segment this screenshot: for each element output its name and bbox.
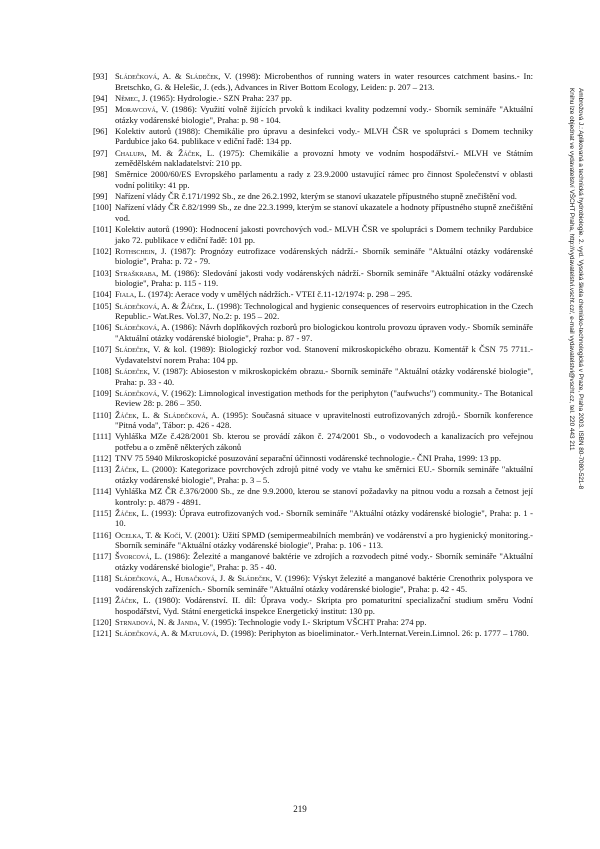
reference-entry [93,464,533,485]
reference-number: [109] [93,387,112,398]
reference-number: [117] [93,551,112,562]
reference-authors: Moravcová, [115,103,159,114]
reference-entry [93,148,533,169]
publication-sidebar [562,88,584,588]
reference-text [115,224,533,245]
reference-text [115,530,533,551]
reference-number: [101] [93,224,112,235]
reference-details: Vyhláška MZ ČR č.376/2000 Sb., ze dne 9.9.2000, kterou se stanoví požadavky na pitnou vodu a rozsah a četnost její kontroly: p. 4879 - 4891. [115,486,533,507]
reference-entry [93,530,533,551]
reference-entry [93,573,533,594]
reference-details: D. (1998): Periphyton as bioeliminator.- Verh.Internat.Verein.Limnol. 26: p. 1777 – 1780. [218,627,529,638]
reference-entry [93,224,533,245]
reference-text [115,486,533,507]
reference-details: L. (1975): Chemikálie a provozní hmoty ve vodním hospodářství.- MLVH ve Státním zemědělském nakladatelství: 210 pp. [115,147,533,169]
reference-text [115,104,533,125]
reference-text [115,595,533,616]
reference-entry [93,453,533,464]
reference-authors: Sládeček, [115,365,150,376]
reference-entry [93,104,533,125]
reference-entry [93,93,533,104]
reference-number: [106] [93,322,112,333]
reference-number: [102] [93,245,112,256]
reference-details: A. (1986): Návrh doplňkových rozborů pro biologickou kontrolu provozu úpraven vody.- Sborník semináře "Aktuální otázky vodárenské biologie", Praha: p. 87 - 97. [115,322,533,343]
reference-text [115,289,533,300]
reference-entry [93,486,533,507]
reference-number: [104] [93,289,112,300]
reference-details: V. (2001): Užití SPMD (semipermeabilních membrán) ve vodárenství a pro hygienický monitoring.- Sborník semináře "Aktuální otázky vodárenské biologie", Praha: p. 106 - 113. [115,529,534,551]
reference-details: Nařízení vlády ČR č.82/1999 Sb., ze dne 22.3.1999, kterým se stanoví ukazatele a hodnoty přípustného stupně znečištění vod. [115,202,533,223]
reference-entry [93,410,533,431]
reference-entry [93,202,533,223]
reference-entry [93,246,533,267]
reference-number: [118] [93,573,112,584]
reference-entry [93,71,533,92]
reference-authors: Ocelka, T. & Kočí, [115,529,183,540]
reference-text [115,191,533,202]
reference-number: [108] [93,365,112,376]
reference-details: V. (1986): Využití volně žijících prvoků k indikaci kvality podzemní vody.- Sborník semináře "Aktuální otázky vodárenské biologie", Praha: p. 98 - 104. [115,103,533,125]
reference-entry [93,595,533,616]
reference-number: [115] [93,507,112,518]
reference-number: [98] [93,169,108,180]
reference-authors: Rothschein, [115,245,157,256]
reference-details: V. (1998): Microbenthos of running waters in water resources catchment basins.- In: Bretschko, G. & Helešic, J. (eds.), Advances in River Bottom Ecology, Leiden: p. 207 – 213. [115,71,534,92]
reference-text [115,169,533,190]
reference-entry [93,366,533,387]
reference-authors: Sládečková, A. & Matulová, [115,627,219,638]
reference-entry [93,508,533,529]
reference-number: [112] [93,453,112,464]
reference-text [115,453,533,464]
reference-authors: Strnadová, N. & Janda, [115,616,200,627]
reference-text [115,366,533,387]
reference-text [115,148,533,169]
reference-details: L. (1993): Úprava eutrofizovaných vod.- Sborník semináře "Aktuální otázky vodárenské biologie", Praha: p. 1 - 10. [115,507,533,529]
reference-details: Nařízení vlády ČR č.171/1992 Sb., ze dne 26.2.1992, kterým se stanoví ukazatele přípustného stupně znečištění vod. [115,191,517,202]
reference-entry [93,388,533,409]
reference-entry [93,628,533,639]
reference-details: Vyhláška MZe č.428/2001 Sb. kterou se provádí zákon č. 274/2001 Sb., o vodovodech a kanalizacích pro veřejnou potřebu a o změně některých zákonů [115,431,533,452]
reference-details: TNV 75 5940 Mikroskopické posuzování separační účinnosti vodárenské technologie.- ČNI Praha, 1999: 13 pp. [115,453,502,464]
reference-text [115,508,533,529]
reference-text [115,617,533,628]
reference-authors: Žáček, [115,594,139,605]
reference-entry [93,344,533,365]
reference-authors: Chalupa, M. & Žáček, [115,147,202,158]
reference-text [115,126,533,147]
reference-details: M. (1986): Sledování jakosti vody vodárenských nádrží.- Sborník semináře "Aktuální otázky vodárenské biologie", Praha: p. 115 - 119. [115,267,533,289]
reference-authors: Žáček, [115,507,139,518]
reference-number: [96] [93,125,108,136]
reference-authors: Švorcová, [115,551,152,562]
reference-details: V. (1962): Limnological investigation methods for the periphyton ("aufwuchs") community.- The Botanical Review 28: p. 286 – 350. [115,387,533,409]
reference-text [115,628,533,639]
reference-details: L. (1998): Technological and hygienic consequences of reservoirs eutrophication in the Czech Republic.- Wat.Res. Vol.37, No.2: p. 195 – 202. [115,300,533,322]
reference-text [115,431,533,452]
reference-entry [93,289,533,300]
reference-text [115,464,533,485]
page-number: 219 [293,804,307,814]
reference-details: Kolektiv autorů (1988): Chemikálie pro úpravu a desinfekci vody.- MLVH ČSR ve spolupráci s Domem techniky Pardubice jako 64. publikace v ediční řadě: 134 pp. [115,125,533,147]
reference-authors: Němec, [115,92,141,103]
reference-number: [121] [93,627,112,638]
reference-number: [120] [93,616,112,627]
reference-number: [93] [93,71,108,81]
reference-authors: Sládečková, A. & Sládeček, [115,71,221,81]
reference-text [115,344,533,365]
reference-details: Kolektiv autorů (1990): Hodnocení jakosti povrchových vod.- MLVH ČSR ve spolupráci s Domem techniky Pardubice jako 72. publikace v ediční řadě: 101 pp. [115,224,533,245]
reference-number: [111] [93,431,111,442]
reference-entry [93,617,533,628]
reference-authors: Sládečková, [115,387,160,398]
reference-entry [93,322,533,343]
reference-authors: Fiala, [115,289,137,300]
reference-text [115,71,533,92]
reference-text [115,573,533,594]
reference-authors: Sládečková, [115,322,160,333]
reference-authors: Sládečková, A. & Žáček, [115,300,205,311]
reference-number: [97] [93,147,108,158]
reference-number: [114] [93,486,112,497]
reference-details: L. (1974): Aerace vody v umělých nádržích.- VTEI č.11-12/1974: p. 298 – 295. [136,289,413,300]
reference-entry [93,191,533,202]
reference-number: [105] [93,300,112,311]
reference-number: [107] [93,344,112,355]
reference-entry [93,268,533,289]
reference-text [115,301,533,322]
reference-entry [93,431,533,452]
reference-details: V. & kol. (1989): Biologický rozbor vod. Stanovení mikroskopického obrazu. Komentář k ČSN 75 7711.- Vydavatelství norem Praha: 104 pp. [115,344,533,365]
reference-details: Směrnice 2000/60/ES Evropského parlamentu a rady z 23.9.2000 ustavující rámec pro činnost Společenství v oblasti vodní politiky: 41 pp. [115,169,533,190]
reference-list [93,71,533,639]
reference-authors: Žáček, L. & Sládečková, [115,409,208,420]
reference-number: [110] [93,409,112,420]
reference-text [115,93,533,104]
reference-number: [94] [93,92,108,103]
reference-number: [113] [93,464,112,475]
sidebar-citation: Ambrožová J.: Aplikovaná a technická hydrobiologie. 2. vyd. Vysoká škola chemicko-technologická v Praze, Praha 2003. ISBN 80-7080-521-8 [577,88,584,490]
reference-authors: Žáček, [115,464,139,475]
reference-entry [93,169,533,190]
reference-number: [99] [93,191,108,202]
reference-details: V. (1987): Abioseston v mikroskopickém obrazu.- Sborník semináře "Aktuální otázky vodárenské biologie", Praha: p. 33 - 40. [115,365,533,387]
reference-authors: Straškraba, [115,267,159,278]
reference-text [115,202,533,223]
reference-text [115,410,533,431]
reference-authors: Sládečková, A., Hubačková, J. & Sládeček, [115,573,273,584]
reference-text [115,322,533,343]
reference-text [115,551,533,572]
reference-details: V. (1996): Výskyt železité a manganové baktérie Crenothrix polyspora ve vodárenských zařízeních.- Sborník semináře "Aktuální otázky vodárenské biologie", Praha: p. 42 - 45. [115,573,533,594]
reference-text [115,388,533,409]
reference-number: [119] [93,594,112,605]
reference-details: J. (1987): Prognózy eutrofizace vodárenských nádrží.- Sborník semináře "Aktuální otázky vodárenské biologie", Praha: p. 72 - 79. [115,245,533,267]
reference-details: J. (1965): Hydrologie.- SZN Praha: 237 pp. [140,92,292,103]
reference-text [115,246,533,267]
reference-number: [116] [93,529,112,540]
reference-details: V. (1995): Technologie vody I.- Skriptum VŠCHT Praha: 274 pp. [199,616,427,627]
reference-details: L. (2000): Kategorizace povrchových zdrojů pitné vody ve vtahu ke směrnici EU.- Sborník semináře "aktuální otázky vodárenské biologie", Praha: p. 3 – 5. [115,464,533,485]
reference-entry [93,551,533,572]
reference-number: [95] [93,103,108,114]
reference-number: [100] [93,202,112,213]
reference-entry [93,126,533,147]
reference-text [115,268,533,289]
sidebar-order-info: Knihu lze objednat ve vydavatelství VŠCHT Praha, http://vydavatelstvi.vscht.cz/, e-mail vydavatelstvi@vscht.cz, tel. 220 443 211 [568,88,575,451]
reference-number: [103] [93,267,112,278]
reference-details: L. (1980): Vodárenství. II. díl: Úprava vody.- Skripta pro pomaturitní specializační studium směru Vodní hospodářství, Vyd. Státní energetická inspekce Energetický institut: 130 pp. [115,594,533,616]
reference-details: A. (1995): Současná situace v upravitelnosti eutrofizovaných zdrojů.- Sborník konference "Pitná voda", Tábor: p. 426 - 428. [115,409,533,431]
reference-details: L. (1986): Železité a manganové baktérie ve zdrojích a rozvodech pitné vody.- Sborník semináře "Aktuální otázky vodárenské biologie", Praha: p. 35 - 40. [115,551,533,572]
reference-authors: Sládeček, [115,344,150,355]
reference-entry [93,301,533,322]
